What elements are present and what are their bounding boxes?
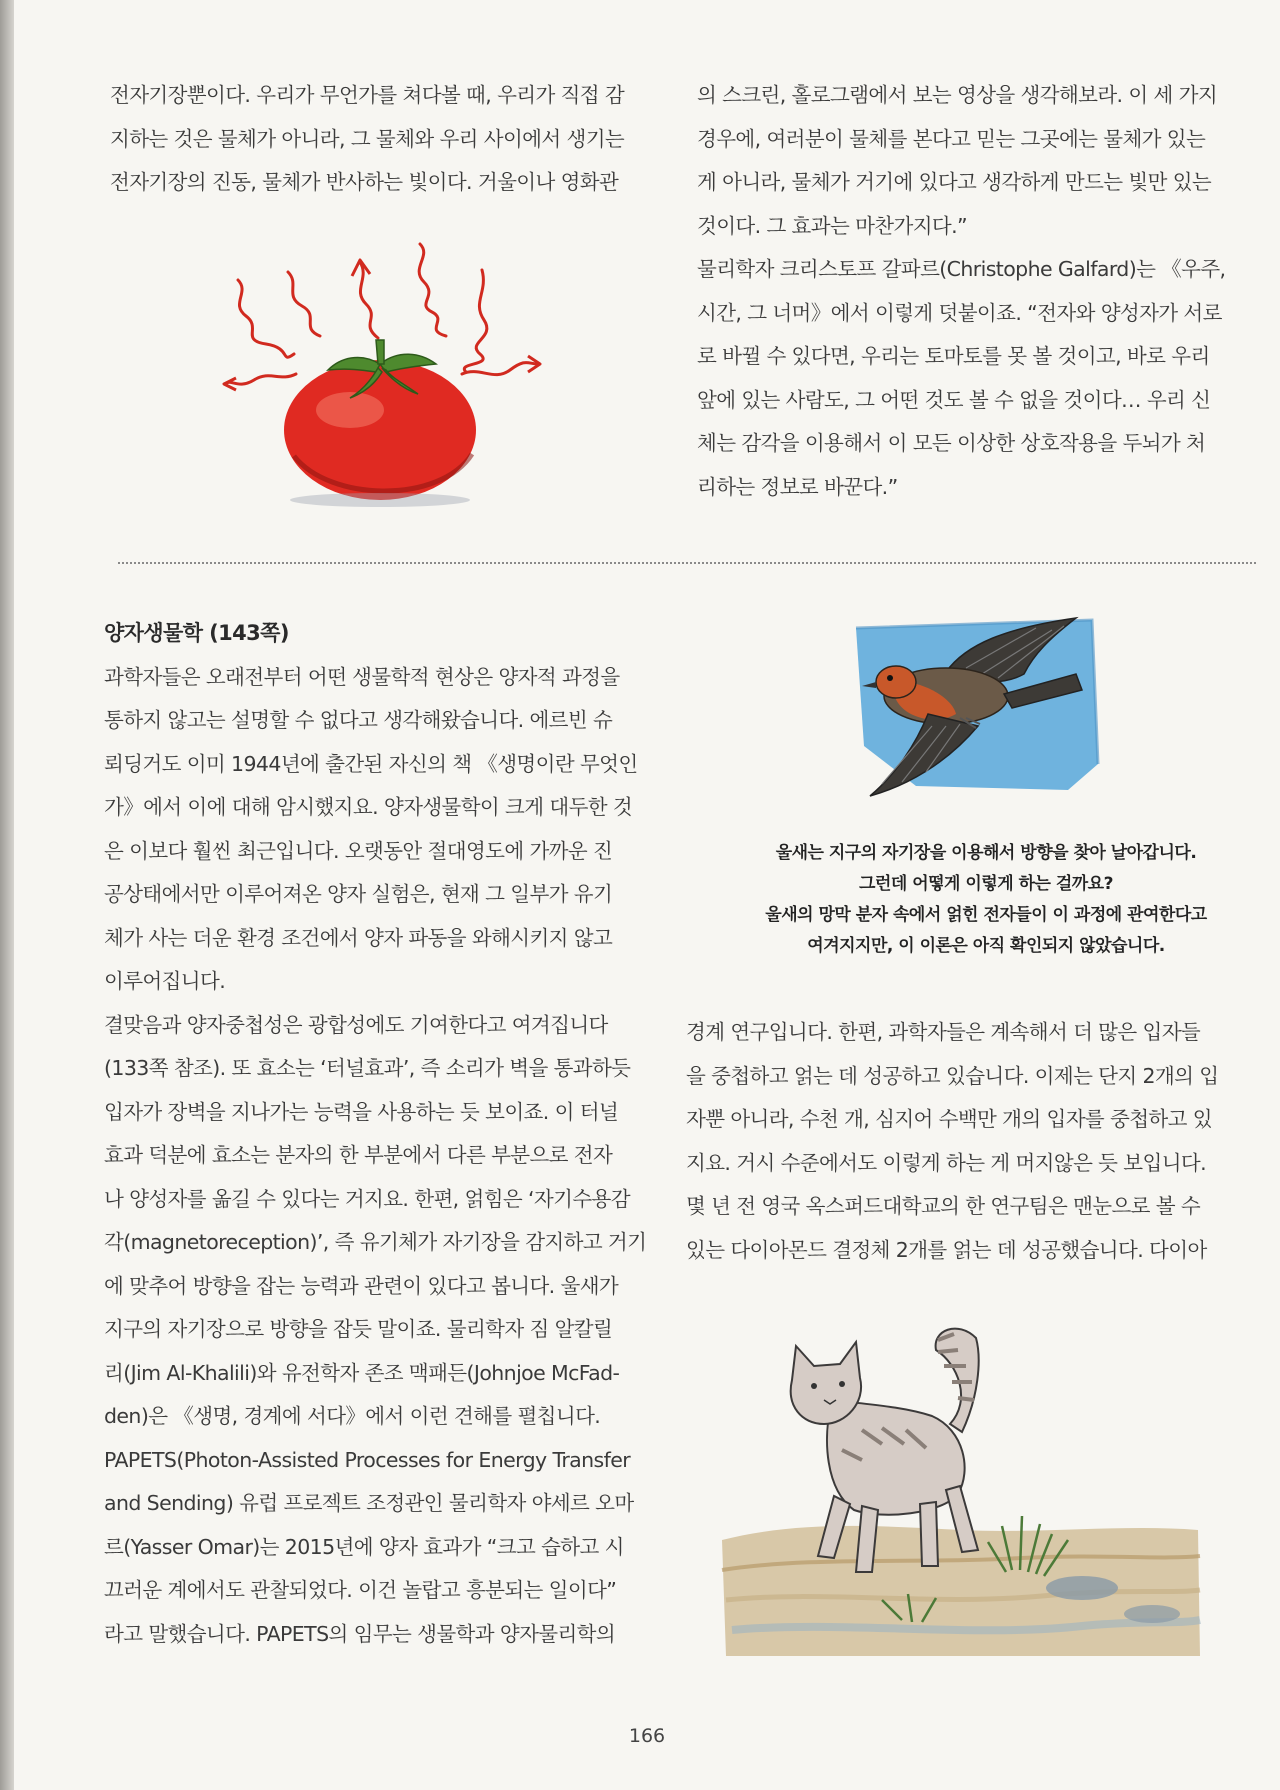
text-line: 경계 연구입니다. 한편, 과학자들은 계속해서 더 많은 입자들 xyxy=(686,1020,1201,1044)
text-line: 게 아니라, 물체가 거기에 있다고 생각하게 만드는 빛만 있는 xyxy=(697,170,1212,194)
page-number: 166 xyxy=(628,1725,666,1747)
text-line: 체는 감각을 이용해서 이 모든 이상한 상호작용을 두뇌가 처 xyxy=(697,431,1206,455)
bottom-right-column xyxy=(686,1011,1261,1272)
text-line: 결맞음과 양자중첩성은 광합성에도 기여한다고 여겨집니다 xyxy=(104,1012,608,1037)
text-line: 앞에 있는 사람도, 그 어떤 것도 볼 수 없을 것이다… 우리 신 xyxy=(697,387,1211,412)
section-divider xyxy=(118,562,1256,564)
text-line: 입자가 장벽을 지나가는 능력을 사용하는 듯 보이죠. 이 터널 xyxy=(104,1099,619,1124)
robin-illustration xyxy=(836,614,1116,804)
text-line: and Sending) 유럽 프로젝트 조정관인 물리학자 야세르 오마 xyxy=(104,1491,634,1515)
text-line: 효과 덕분에 효소는 분자의 한 부분에서 다른 부분으로 전자 xyxy=(104,1143,613,1167)
text-line: den)은 《생명, 경계에 서다》에서 이런 견해를 펼칩니다. xyxy=(104,1404,601,1428)
tomato-illustration xyxy=(210,232,550,512)
text-line: 자뿐 아니라, 수천 개, 심지어 수백만 개의 입자를 중첩하고 있 xyxy=(686,1107,1212,1131)
text-line: 과학자들은 오래전부터 어떤 생물학적 현상은 양자적 과정을 xyxy=(104,664,620,689)
text-line: 에 맞추어 방향을 잡는 능력과 관련이 있다고 봅니다. 울새가 xyxy=(104,1273,619,1298)
text-line: 로 바뀔 수 있다면, 우리는 토마토를 못 볼 것이고, 바로 우리 xyxy=(697,344,1210,368)
text-line: 가》에서 이에 대해 암시했지요. 양자생물학이 크게 대두한 것 xyxy=(104,795,633,819)
caption-line: 여겨지지만, 이 이론은 아직 확인되지 않았습니다. xyxy=(807,936,1165,956)
text-line: 리하는 정보로 바꾼다.” xyxy=(697,474,898,499)
top-right-column xyxy=(697,74,1257,509)
text-line: 은 이보다 훨씬 최근입니다. 오랫동안 절대영도에 가까운 진 xyxy=(104,838,613,863)
text-line: 전자기장의 진동, 물체가 반사하는 빛이다. 거울이나 영화관 xyxy=(110,170,619,194)
cat-illustration xyxy=(722,1320,1202,1660)
section-heading: 양자생물학 (143쪽) xyxy=(104,621,289,645)
text-line: 체가 사는 더운 환경 조건에서 양자 파동을 와해시키지 않고 xyxy=(104,925,613,950)
text-line: 몇 년 전 영국 옥스퍼드대학교의 한 연구팀은 맨눈으로 볼 수 xyxy=(686,1194,1201,1218)
text-line: 끄러운 계에서도 관찰되었다. 이건 놀랍고 흥분되는 일이다” xyxy=(104,1578,617,1602)
text-line: (133쪽 참조). 또 효소는 ‘터널효과’, 즉 소리가 벽을 통과하듯 xyxy=(104,1056,631,1080)
page-edge-shadow xyxy=(0,0,14,1790)
text-line: 것이다. 그 효과는 마찬가지다.” xyxy=(697,213,968,238)
text-line: 르(Yasser Omar)는 2015년에 양자 효과가 “크고 습하고 시 xyxy=(104,1534,624,1559)
text-line: 있는 다이아몬드 결정체 2개를 얽는 데 성공했습니다. 다이아 xyxy=(686,1237,1207,1262)
text-line: 지요. 거시 수준에서도 이렇게 하는 게 머지않은 듯 보입니다. xyxy=(686,1150,1207,1175)
text-line: 지하는 것은 물체가 아니라, 그 물체와 우리 사이에서 생기는 xyxy=(110,126,625,151)
caption-line: 그런데 어떻게 이렇게 하는 걸까요? xyxy=(859,874,1113,894)
book-page xyxy=(14,0,1280,1790)
text-line: 리(Jim Al-Khalili)와 유전학자 존조 맥패든(Johnjoe McFad- xyxy=(104,1360,620,1385)
text-line: 통하지 않고는 설명할 수 없다고 생각해왔습니다. 에르빈 슈 xyxy=(104,708,613,732)
text-line: 의 스크린, 홀로그램에서 보는 영상을 생각해보라. 이 세 가지 xyxy=(697,83,1218,107)
text-line: 뢰딩거도 이미 1944년에 출간된 자신의 책 《생명이란 무엇인 xyxy=(104,751,638,776)
robin-caption xyxy=(706,838,1266,962)
text-line: 나 양성자를 옮길 수 있다는 거지요. 한편, 얽힘은 ‘자기수용감 xyxy=(104,1186,630,1211)
text-line: 라고 말했습니다. PAPETS의 임무는 생물학과 양자물리학의 xyxy=(104,1621,616,1646)
text-line: PAPETS(Photon-Assisted Processes for Energy Transfer xyxy=(104,1447,631,1472)
text-line: 경우에, 여러분이 물체를 본다고 믿는 그곳에는 물체가 있는 xyxy=(697,126,1206,151)
text-line: 이루어집니다. xyxy=(104,969,226,993)
text-line: 을 중첩하고 얽는 데 성공하고 있습니다. 이제는 단지 2개의 입 xyxy=(686,1063,1219,1088)
text-line: 공상태에서만 이루어져온 양자 실험은, 현재 그 일부가 유기 xyxy=(104,882,613,906)
text-line: 각(magnetoreception)’, 즉 유기체가 자기장을 감지하고 거기 xyxy=(104,1230,647,1254)
caption-line: 울새의 망막 분자 속에서 얽힌 전자들이 이 과정에 관여한다고 xyxy=(765,905,1207,925)
text-line: 전자기장뿐이다. 우리가 무언가를 쳐다볼 때, 우리가 직접 감 xyxy=(110,83,625,107)
caption-line: 울새는 지구의 자기장을 이용해서 방향을 찾아 날아갑니다. xyxy=(775,843,1197,863)
text-line: 지구의 자기장으로 방향을 잡듯 말이죠. 물리학자 짐 알칼릴 xyxy=(104,1317,613,1341)
top-left-column xyxy=(110,74,665,205)
bottom-left-column xyxy=(104,612,674,1656)
text-line: 시간, 그 너머》에서 이렇게 덧붙이죠. “전자와 양성자가 서로 xyxy=(697,300,1222,325)
text-line: 물리학자 크리스토프 갈파르(Christophe Galfard)는 《우주, xyxy=(697,257,1226,281)
